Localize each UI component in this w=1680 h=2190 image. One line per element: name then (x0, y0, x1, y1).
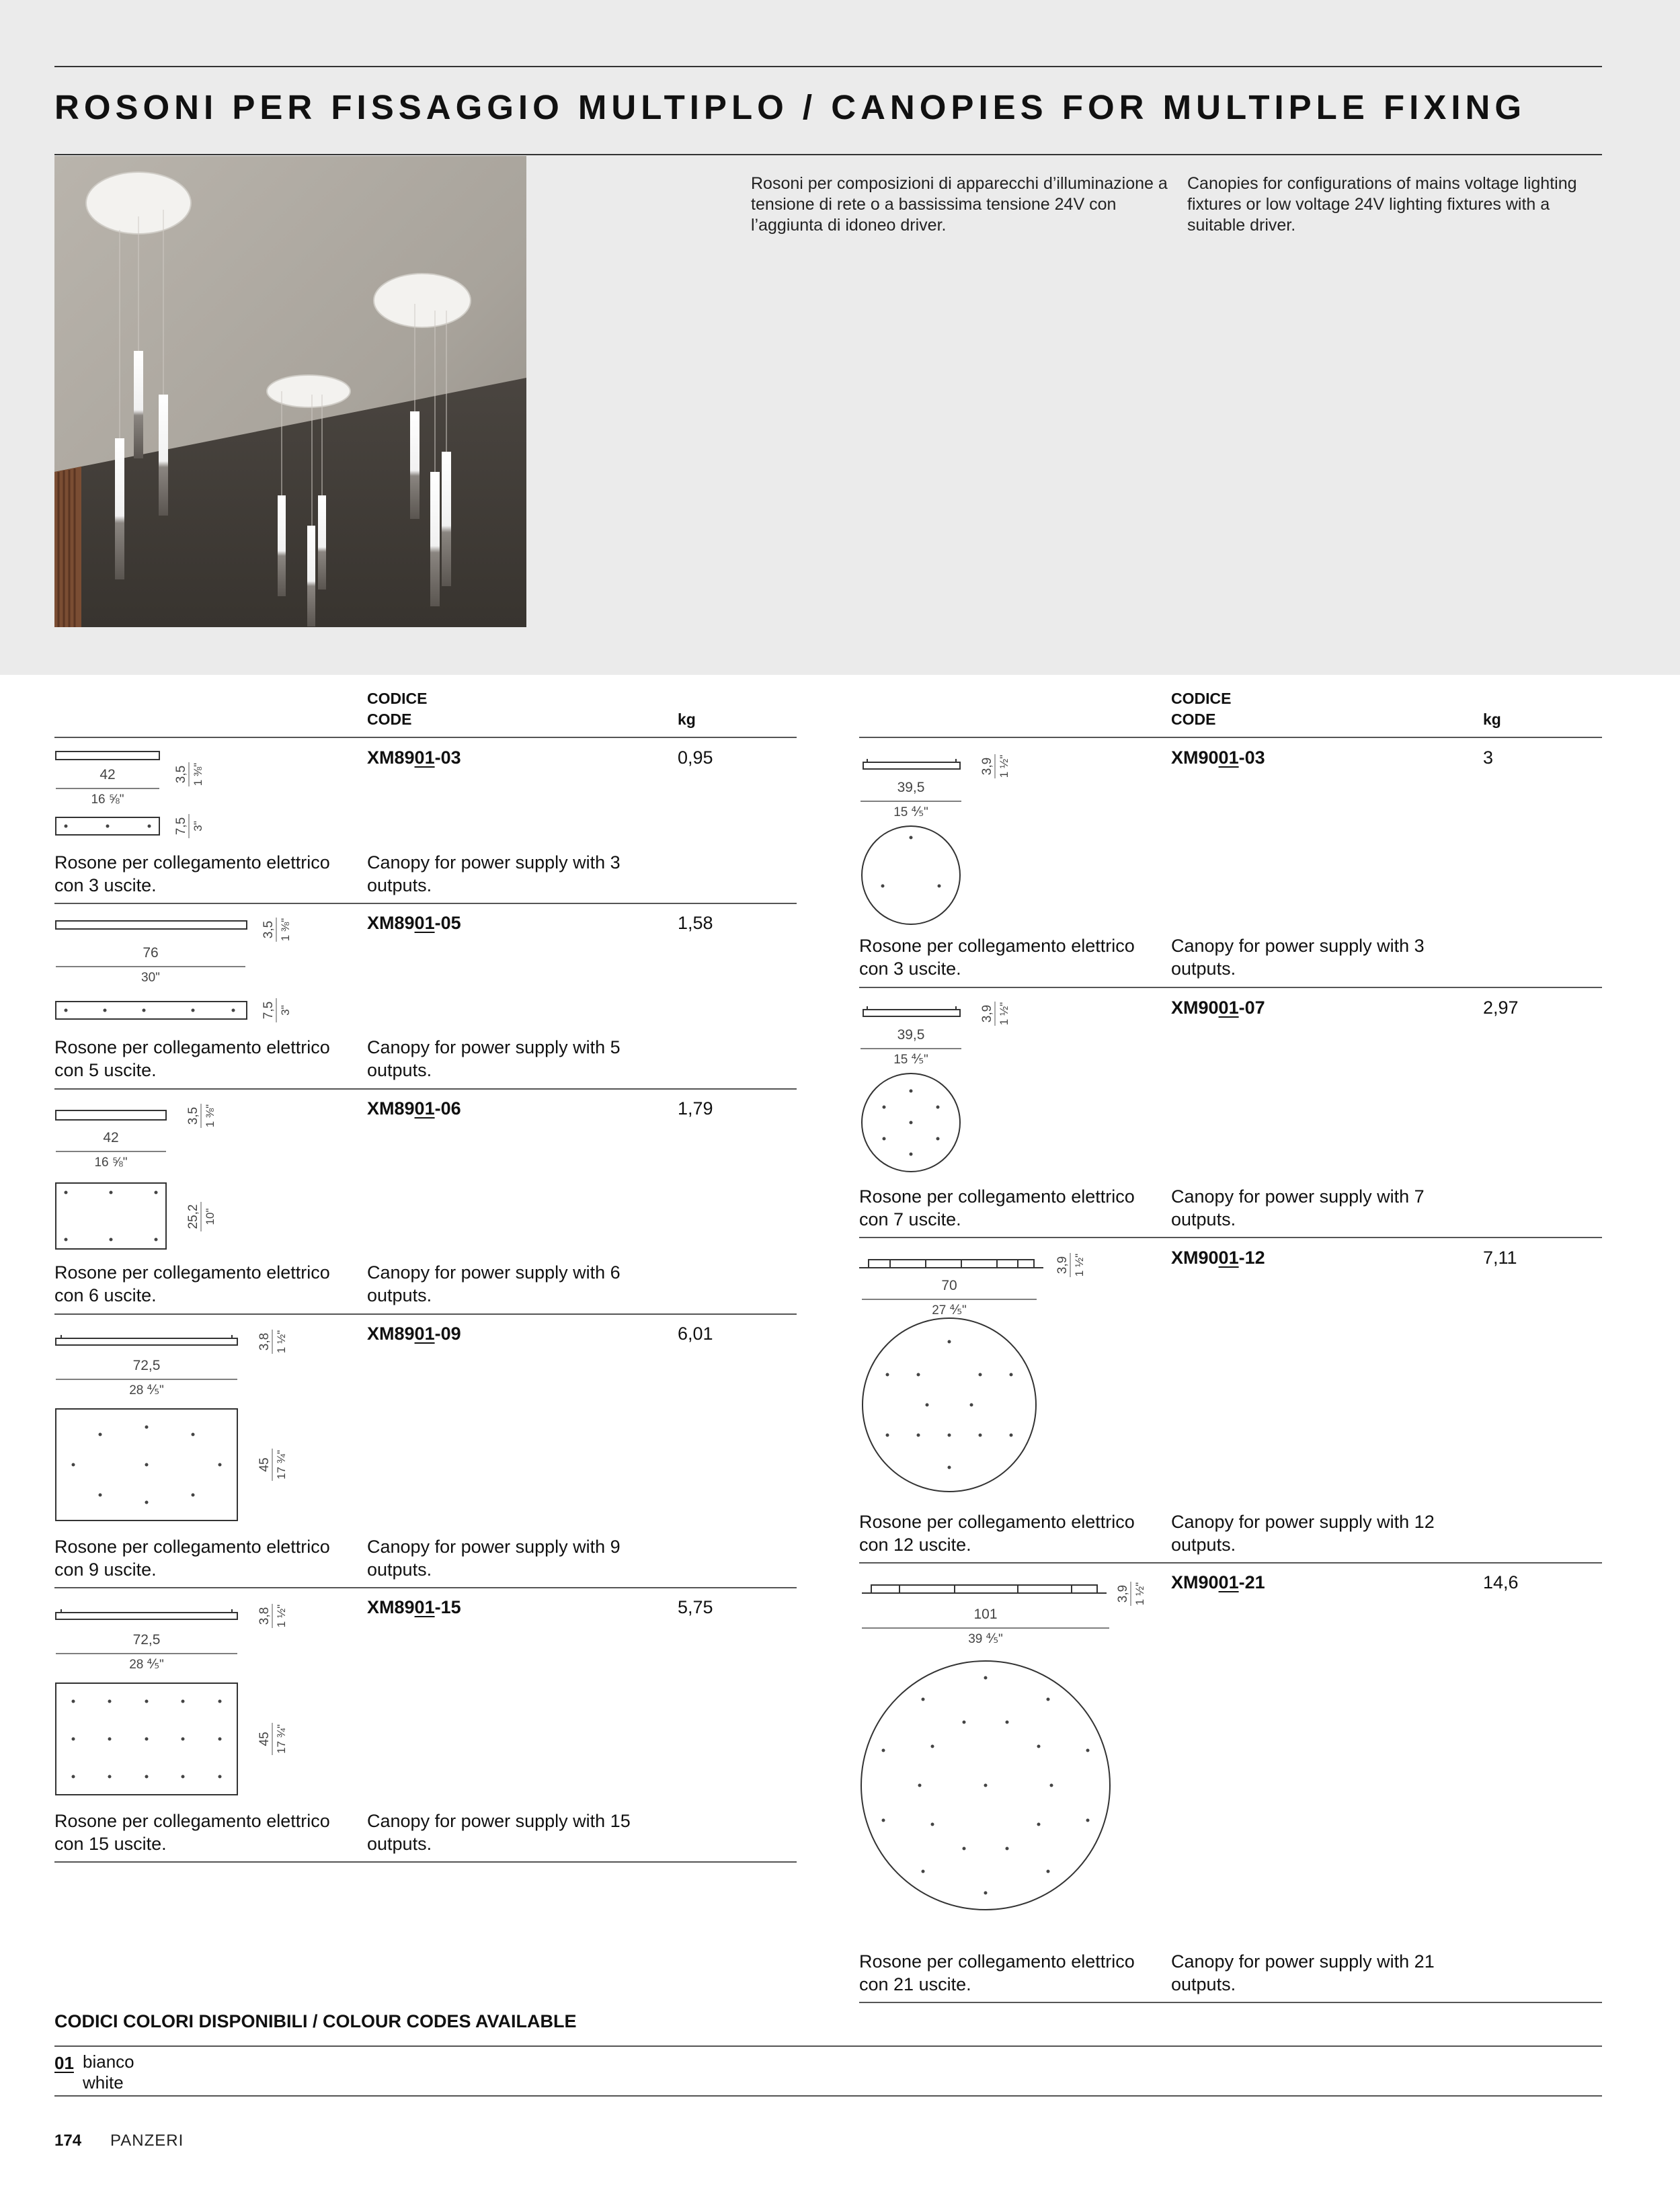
canopy-drawing-9 (54, 1322, 323, 1523)
page-number: 174 (54, 2132, 82, 2150)
top-rule (54, 66, 1602, 67)
dim-height-in: 1 ⅜" (279, 918, 292, 942)
row-divider (859, 2002, 1602, 2003)
colour-name-en: white (83, 2072, 124, 2093)
code-label: CODE (367, 711, 412, 728)
left-header-rule (54, 737, 797, 738)
dim-depth-cm: 7,5 (262, 1001, 276, 1020)
dim-height-in: 1 ⅜" (192, 762, 204, 786)
page-title: ROSONI PER FISSAGGIO MULTIPLO / CANOPIES FOR MULTIPLE FIXING (54, 88, 1527, 126)
dim-width-cm: 101 (973, 1607, 998, 1622)
dim-depth-cm: 25,2 (186, 1204, 200, 1229)
dim-height-in: 1 ½" (1133, 1582, 1146, 1606)
code-label: CODE (1171, 711, 1216, 728)
dim-width-cm: 72,5 (132, 1358, 161, 1373)
dim-height-cm: 3,8 (257, 1332, 272, 1351)
product-weight: 7,11 (1483, 1248, 1517, 1268)
product-code: XM9001-07 (1171, 998, 1265, 1018)
dim-height-cm: 3,5 (262, 920, 276, 939)
dim-width-cm: 42 (103, 1130, 119, 1145)
canopy-drawing-round-7 (859, 995, 1061, 1176)
description-en: Canopy for power supply with 9 outputs. (367, 1537, 621, 1580)
dim-height-in: 1 ½" (275, 1330, 288, 1354)
dim-height-cm: 3,9 (1116, 1584, 1130, 1603)
right-header-rule (859, 737, 1602, 738)
product-weight: 6,01 (678, 1324, 713, 1344)
canopy-drawing-round-3 (859, 746, 1061, 928)
canopy-drawing-round-21 (859, 1570, 1168, 1913)
product-code: XM9001-03 (1171, 747, 1265, 768)
intro-english: Canopies for configurations of mains voltage lighting fixtures or low voltage 24V lighting fixtures with a suitable driver. (1187, 174, 1577, 235)
canopy-drawing-15 (54, 1596, 323, 1797)
product-code: XM9001-12 (1171, 1248, 1265, 1268)
row-divider (54, 1313, 797, 1315)
description-it: Rosone per collegamento elettrico con 9 uscite. (54, 1537, 330, 1580)
dim-height-cm: 3,5 (174, 765, 188, 784)
dim-width-in: 28 ⅘" (129, 1383, 164, 1397)
canopy-drawing-6 (54, 1096, 270, 1250)
canopy-drawing-round-12 (859, 1245, 1128, 1500)
colour-codes-title: CODICI COLORI DISPONIBILI / COLOUR CODES AVAILABLE (54, 2011, 577, 2031)
dim-width-in: 30" (141, 971, 160, 985)
dim-depth-in: 10" (204, 1208, 216, 1225)
dim-width-cm: 42 (99, 767, 116, 782)
description-en: Canopy for power supply with 3 outputs. (1171, 936, 1425, 979)
description-en: Canopy for power supply with 12 outputs. (1171, 1512, 1435, 1555)
colour-name (83, 2052, 134, 2093)
dim-depth-in: 3" (192, 821, 204, 832)
description-en: Canopy for power supply with 15 outputs. (367, 1811, 631, 1854)
dim-height-in: 1 ½" (998, 1002, 1010, 1026)
dim-height-in: 1 ½" (1073, 1253, 1086, 1277)
description-it: Rosone per collegamento elettrico con 15 uscite. (54, 1811, 330, 1854)
row-divider (859, 1237, 1602, 1238)
dim-height-cm: 3,8 (257, 1607, 272, 1625)
colour-codes-bottom-rule (54, 2095, 1602, 2097)
dim-height-in: 1 ⅜" (204, 1104, 216, 1128)
dim-height-in: 1 ½" (998, 754, 1010, 778)
dim-height-cm: 3,9 (980, 757, 994, 776)
canopy-drawing-5 (54, 913, 323, 1027)
product-code: XM8901-15 (367, 1597, 461, 1617)
dim-width-cm: 76 (143, 945, 159, 961)
description-it: Rosone per collegamento elettrico con 6 uscite. (54, 1262, 330, 1305)
codice-label: CODICE (367, 690, 428, 707)
product-weight: 14,6 (1483, 1572, 1519, 1592)
description-it: Rosone per collegamento elettrico con 3 uscite. (54, 852, 330, 895)
product-photo (54, 156, 526, 627)
dim-height-cm: 3,5 (186, 1106, 200, 1125)
dim-width-in: 39 ⅘" (968, 1632, 1003, 1646)
dim-depth-in: 17 ¾" (275, 1450, 288, 1479)
row-divider (859, 1562, 1602, 1564)
product-code: XM8901-03 (367, 747, 461, 768)
colour-codes-rule (54, 2045, 1602, 2047)
product-weight: 1,58 (678, 913, 713, 933)
row-divider (859, 987, 1602, 988)
dim-width-in: 27 ⅘" (932, 1303, 967, 1317)
description-en: Canopy for power supply with 7 outputs. (1171, 1186, 1425, 1229)
product-code: XM8901-05 (367, 913, 461, 933)
description-it: Rosone per collegamento elettrico con 21 uscite. (859, 1951, 1135, 1994)
product-weight: 2,97 (1483, 998, 1519, 1018)
dim-width-in: 15 ⅘" (893, 805, 928, 819)
description-it: Rosone per collegamento elettrico con 5 uscite. (54, 1037, 330, 1080)
colour-code: 01 (54, 2053, 74, 2073)
dim-width-cm: 39,5 (897, 780, 925, 795)
dim-depth-cm: 45 (257, 1457, 272, 1472)
row-divider (54, 1088, 797, 1090)
dim-depth-cm: 7,5 (174, 817, 188, 836)
dim-width-in: 15 ⅘" (893, 1053, 928, 1067)
description-it: Rosone per collegamento elettrico con 3 uscite. (859, 936, 1135, 979)
product-code: XM8901-06 (367, 1098, 461, 1119)
product-code: XM8901-09 (367, 1324, 461, 1344)
dim-height-cm: 3,9 (980, 1004, 994, 1023)
row-divider (54, 1861, 797, 1863)
brand-name: PANZERI (110, 2132, 184, 2150)
right-header-codice (1171, 688, 1231, 730)
intro-italian: Rosoni per composizioni di apparecchi d’illuminazione a tensione di rete o a bassissima tensione 24V con l’aggiunta di idoneo driver. (751, 174, 1168, 235)
product-weight: 5,75 (678, 1597, 713, 1617)
dim-width-cm: 72,5 (132, 1632, 161, 1648)
description-en: Canopy for power supply with 3 outputs. (367, 852, 621, 895)
description-it: Rosone per collegamento elettrico con 12 uscite. (859, 1512, 1135, 1555)
dim-depth-cm: 45 (257, 1732, 272, 1746)
dim-width-in: 16 ⅝" (94, 1155, 128, 1170)
dim-width-cm: 39,5 (897, 1027, 925, 1043)
dim-height-in: 1 ½" (275, 1604, 288, 1628)
product-weight: 3 (1483, 747, 1494, 768)
row-divider (54, 1587, 797, 1588)
description-en: Canopy for power supply with 5 outputs. (367, 1037, 621, 1080)
left-header-codice (367, 688, 427, 730)
dim-depth-in: 17 ¾" (275, 1724, 288, 1754)
left-header-kg: kg (678, 711, 696, 728)
description-it: Rosone per collegamento elettrico con 7 uscite. (859, 1186, 1135, 1229)
codice-label: CODICE (1171, 690, 1232, 707)
dim-height-cm: 3,9 (1055, 1256, 1070, 1274)
dim-depth-in: 3" (279, 1005, 292, 1016)
dim-width-cm: 70 (941, 1278, 957, 1293)
row-divider (54, 903, 797, 904)
description-en: Canopy for power supply with 6 outputs. (367, 1262, 621, 1305)
dim-width-in: 16 ⅝" (91, 793, 124, 807)
canopy-drawing-3 (54, 746, 256, 840)
right-header-kg: kg (1483, 711, 1501, 728)
product-code: XM9001-21 (1171, 1572, 1265, 1592)
product-weight: 0,95 (678, 747, 713, 768)
description-en: Canopy for power supply with 21 outputs. (1171, 1951, 1435, 1994)
colour-name-it: bianco (83, 2052, 134, 2072)
product-weight: 1,79 (678, 1098, 713, 1119)
dim-width-in: 28 ⅘" (129, 1658, 164, 1672)
title-rule (54, 154, 1602, 155)
